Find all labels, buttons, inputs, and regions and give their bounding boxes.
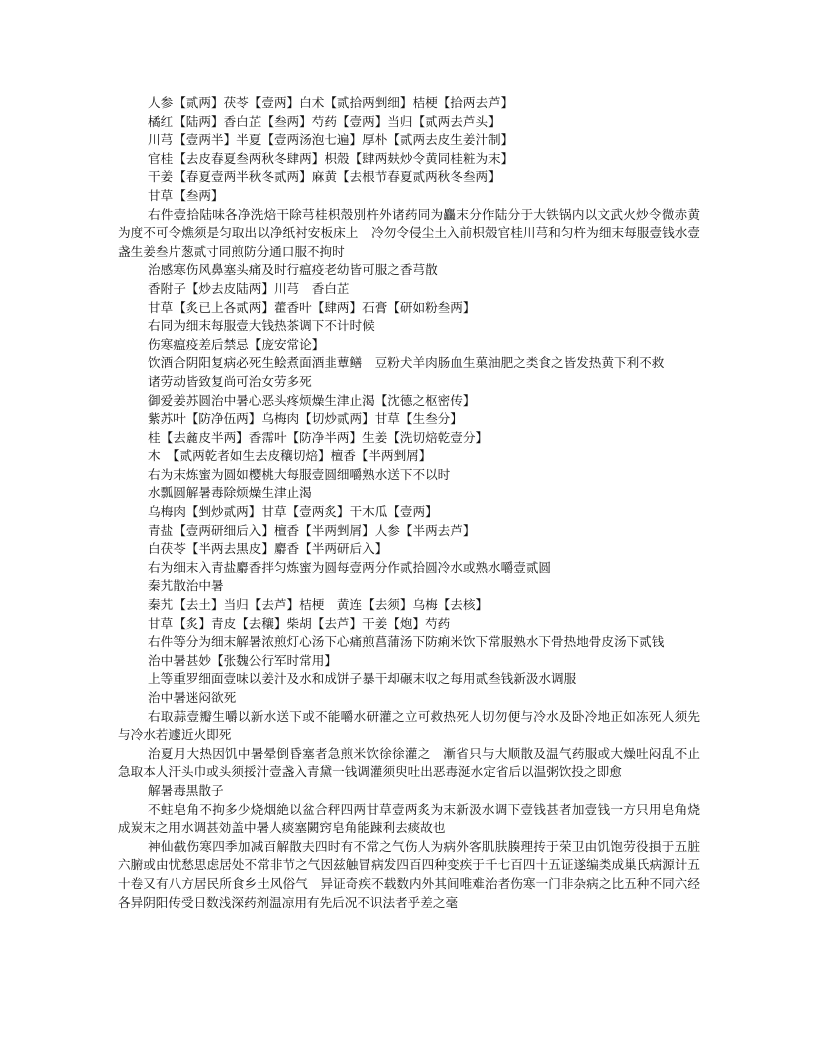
text-paragraph: 治夏月大热因饥中暑晕倒昏塞者急煎米饮徐徐灌之 漸省只与大顺散及温气药服或大燥吐闷乱不止急取本人汗头巾或头须挼汁壹盏入青黛一钱调灌须臾吐出恶毒涎水定省后以温粥饮投之即愈 — [118, 745, 700, 780]
text-paragraph: 解暑毒黒散子 — [148, 782, 224, 798]
document-page — [118, 94, 700, 912]
text-paragraph: 甘草【炙】青皮【去穰】柴胡【去芦】干姜【炮】芍药 — [148, 615, 451, 631]
text-paragraph: 饮酒合阴阳复病必死生鲙煮面酒韭蕈鳝 豆粉犬羊肉肠血生菓油肥之类食之皆发热黄下利不救 — [148, 355, 665, 371]
text-paragraph: 右件壹拾陆味各净洗焙干除芎桂枳殼別杵外诸药同为麤末分作陆分于大铁锅内以文武火炒令微赤黄为度不可令燋须是匀取出以净纸衬安板床上 冷勿令侵尘土入前枳殼官桂川芎和匀杵为细末每服壹钱水壹盏生姜叁片葱贰寸同煎防分通口服不拘时 — [118, 206, 700, 259]
text-paragraph: 御爱姜苏圆治中暑心恶头疼烦燥生津止渴【沈德之枢密传】 — [148, 392, 476, 408]
text-paragraph: 白茯苓【半两去黒皮】麝香【半两研后入】 — [148, 541, 388, 557]
text-paragraph: 官桂【去皮春夏叁两秋冬肆两】枳殼【肆两麸炒令黄同桂粧为末】 — [148, 150, 514, 166]
text-paragraph: 不蛀皂角不拘多少烧烟絶以盆合秤四两甘草壹两炙为末新汲水调下壹钱甚者加壹钱一方只用皂角烧成炭末之用水调甚効盖中暑人痰塞闕窍皂角能踈利去痰故也 — [118, 801, 700, 836]
text-paragraph: 甘草【炙已上各贰两】藿香叶【肆两】石膏【研如粉叁两】 — [148, 299, 476, 315]
text-paragraph: 右件等分为细末解暑浓煎灯心汤下心痛煎菖蒲汤下防痢米饮下常服熟水下骨热地骨皮汤下贰钱 — [148, 634, 665, 650]
text-paragraph: 伤寒瘟疫差后禁忌【庞安常论】 — [148, 336, 325, 352]
text-paragraph: 右同为细末每服壹大钱热茶调下不计时候 — [148, 318, 375, 334]
text-paragraph: 橘红【陆两】香白芷【叁两】芍药【壹两】当归【贰两去芦头】 — [148, 113, 501, 129]
text-paragraph: 紫苏叶【防净伍两】乌梅肉【切炒贰两】甘草【生叁分】 — [148, 411, 463, 427]
text-paragraph: 治中暑甚妙【张魏公行军时常用】 — [148, 652, 337, 668]
text-paragraph: 右取蒜壹瓣生嚼以新水送下或不能嚼水研灌之立可救热死人切勿便与冷水及卧冷地正如冻死人须先与冷水若遽近火即死 — [118, 708, 700, 743]
text-paragraph: 神仙截伤寒四季加减百解散夫四时有不常之气伤人为病外客肌肤腠理抟于荣卫由饥饱劳役損于五脏六腑或由忧愁思虑居处不常非节之气因兹触冒病发四百四种变疾于千七百四十五证遂编类成巢氏病源计五十卷又有八方居民所食乡土风俗气 异证奇疾不载数内外其间唯难治者伤寒一门非杂病之比五种不同六经各异阴阳传受日数浅深药剂温凉用有先后况不识法者乎差之毫 — [118, 838, 700, 910]
text-paragraph: 秦艽散治中暑 — [148, 578, 224, 594]
text-paragraph: 水瓢圆解暑毒除烦燥生津止渴 — [148, 485, 312, 501]
text-paragraph: 上等重罗细面壹味以姜汁及水和成饼子暴干却碾末収之每用贰叁钱新汲水调服 — [148, 671, 577, 687]
text-paragraph: 香附子【炒去皮陆两】川芎 香白芷 — [148, 280, 350, 296]
text-paragraph: 川芎【壹两半】半夏【壹两汤泡七遍】厚朴【贰两去皮生姜汁制】 — [148, 132, 514, 148]
text-paragraph: 诸劳动皆致复尚可治女劳多死 — [148, 373, 312, 389]
text-paragraph: 乌梅肉【剉炒贰两】甘草【壹两炙】干木瓜【壹两】 — [148, 504, 438, 520]
text-paragraph: 治感寒伤风鼻塞头痛及时行瘟疫老幼皆可服之香芎散 — [148, 262, 438, 278]
text-paragraph: 右为细末入青盐麝香拌匀炼蜜为圆每壹两分作贰拾圆冷水或熟水嚼壹贰圆 — [148, 559, 551, 575]
text-paragraph: 甘草【叁两】 — [148, 187, 224, 203]
text-paragraph: 人参【贰两】茯苓【壹两】白术【贰拾两剉细】桔梗【拾两去芦】 — [148, 95, 514, 110]
text-paragraph: 青盐【壹两研细后入】檀香【半两剉屑】人参【半两去芦】 — [148, 522, 476, 538]
text-paragraph: 秦艽【去土】当归【去芦】桔梗 黄连【去须】乌梅【去核】 — [148, 597, 489, 613]
text-paragraph: 干姜【春夏壹两半秋冬贰两】麻黄【去根节春夏贰两秋冬叁两】 — [148, 169, 501, 185]
text-paragraph: 木 【贰两乾者如生去皮穰切焙】檀香【半两剉屑】 — [148, 448, 432, 464]
text-paragraph: 治中暑迷闷欲死 — [148, 690, 237, 705]
text-paragraph: 桂【去麄皮半两】香霈叶【防净半两】生姜【洗切焙乾壹分】 — [148, 429, 489, 445]
text-paragraph: 右为末炼蜜为圆如樱桃大每服壹圆细嚼熟水送下不以时 — [148, 466, 451, 482]
